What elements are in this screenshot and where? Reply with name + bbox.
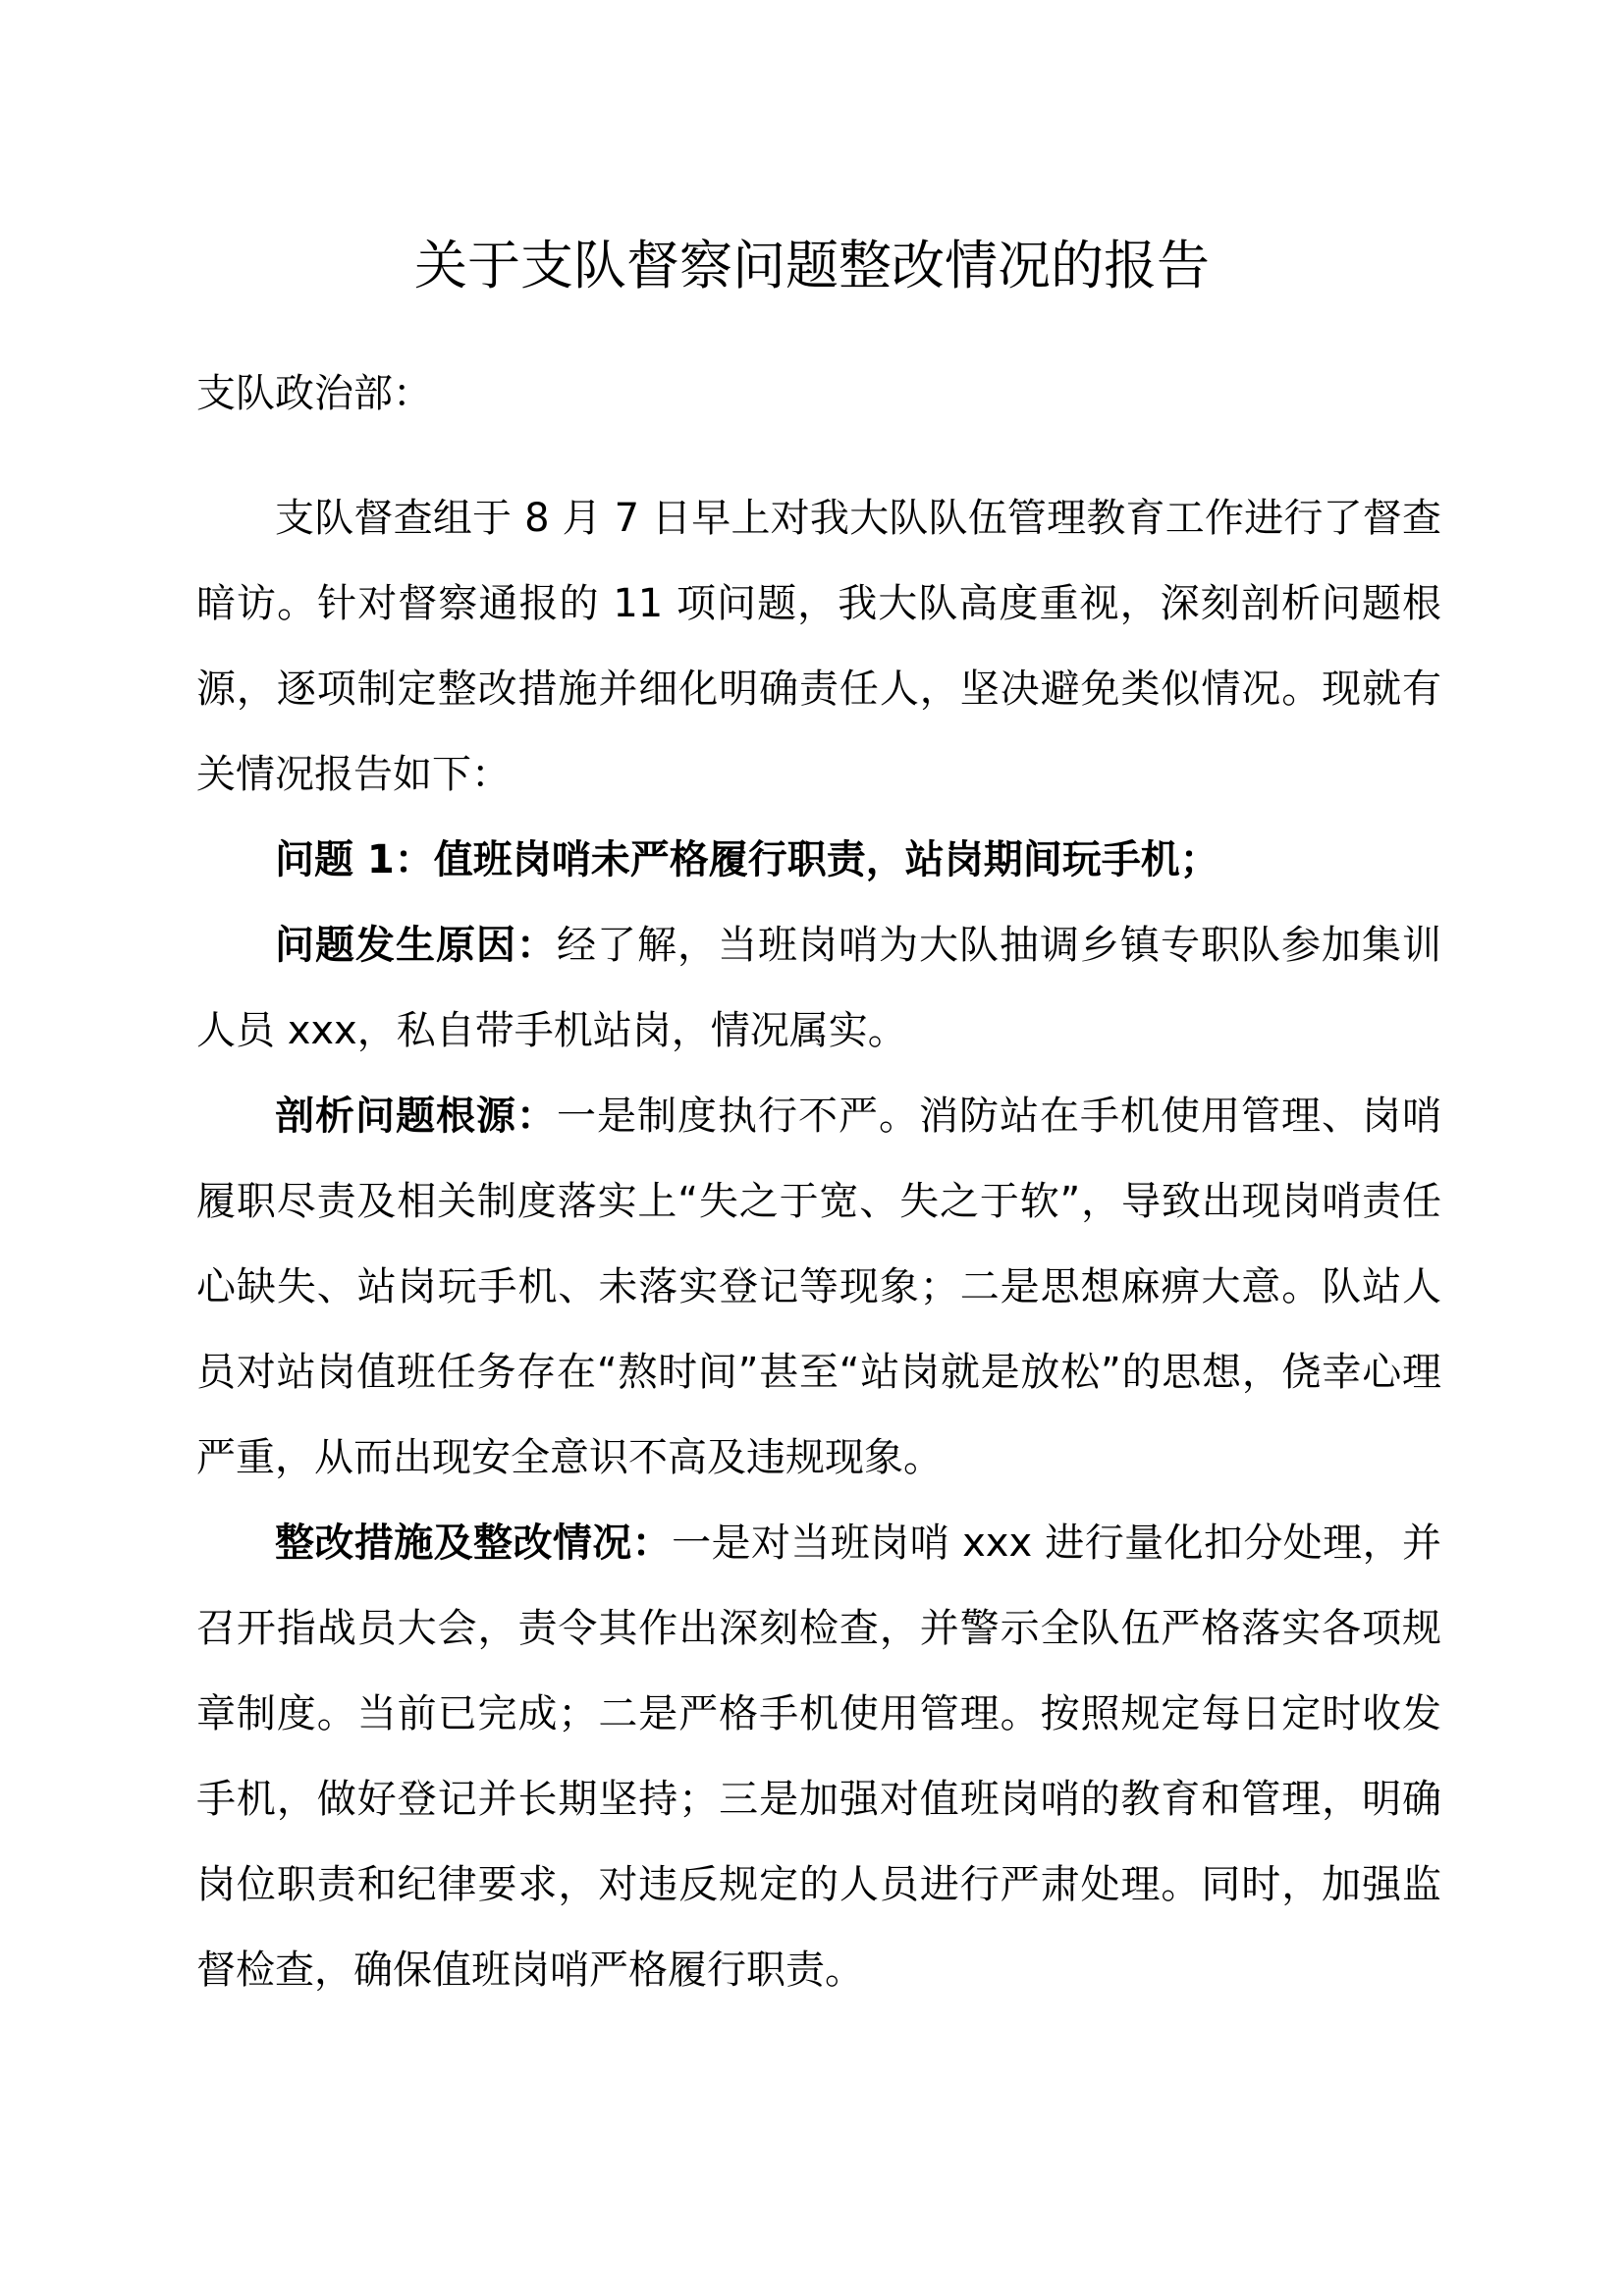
document-title: 关于支队督察问题整改情况的报告 xyxy=(414,235,1210,296)
paragraph-label: 问题发生原因： xyxy=(275,923,557,968)
paragraph-problem-1 xyxy=(196,818,1441,903)
paragraph-text: 经了解，当班岗哨为大队抽调乡镇专职队参加集训人员 xxx，私自带手机站岗，情况属实。 xyxy=(196,923,1441,1053)
paragraph-intro xyxy=(196,476,1441,818)
paragraph-text: 一是制度执行不严。消防站在手机使用管理、岗哨履职尽责及相关制度落实上“失之于宽、失之于软”，导致出现岗哨责任心缺失、站岗玩手机、未落实登记等现象；二是思想麻痹大意。队站人员对站岗值班任务存在“熬时间”甚至“站岗就是放松”的思想，侥幸心理严重，从而出现安全意识不高及违规现象。 xyxy=(196,1094,1441,1480)
paragraph-root-analysis xyxy=(196,1074,1441,1501)
paragraph-text: 支队督查组于 8 月 7 日早上对我大队队伍管理教育工作进行了督查暗访。针对督察通报的 11 项问题，我大队高度重视，深刻剖析问题根源，逐项制定整改措施并细化明确责任人，坚决避免类似情况。现就有关情况报告如下： xyxy=(196,496,1441,797)
paragraph-label: 整改措施及整改情况： xyxy=(275,1521,673,1566)
problem-heading: 问题 1：值班岗哨未严格履行职责，站岗期间玩手机； xyxy=(275,837,1219,882)
paragraph-cause xyxy=(196,903,1441,1074)
paragraph-rectification xyxy=(196,1501,1441,2013)
salutation: 支队政治部： xyxy=(196,371,432,416)
paragraph-label: 剖析问题根源： xyxy=(275,1094,557,1139)
document-body xyxy=(196,476,1441,2013)
paragraph-text: 一是对当班岗哨 xxx 进行量化扣分处理，并召开指战员大会，责令其作出深刻检查，并警示全队伍严格落实各项规章制度。当前已完成；二是严格手机使用管理。按照规定每日定时收发手机，做好登记并长期坚持；三是加强对值班岗哨的教育和管理，明确岗位职责和纪律要求，对违反规定的人员进行严肃处理。同时，加强监督检查，确保值班岗哨严格履行职责。 xyxy=(196,1521,1441,1993)
